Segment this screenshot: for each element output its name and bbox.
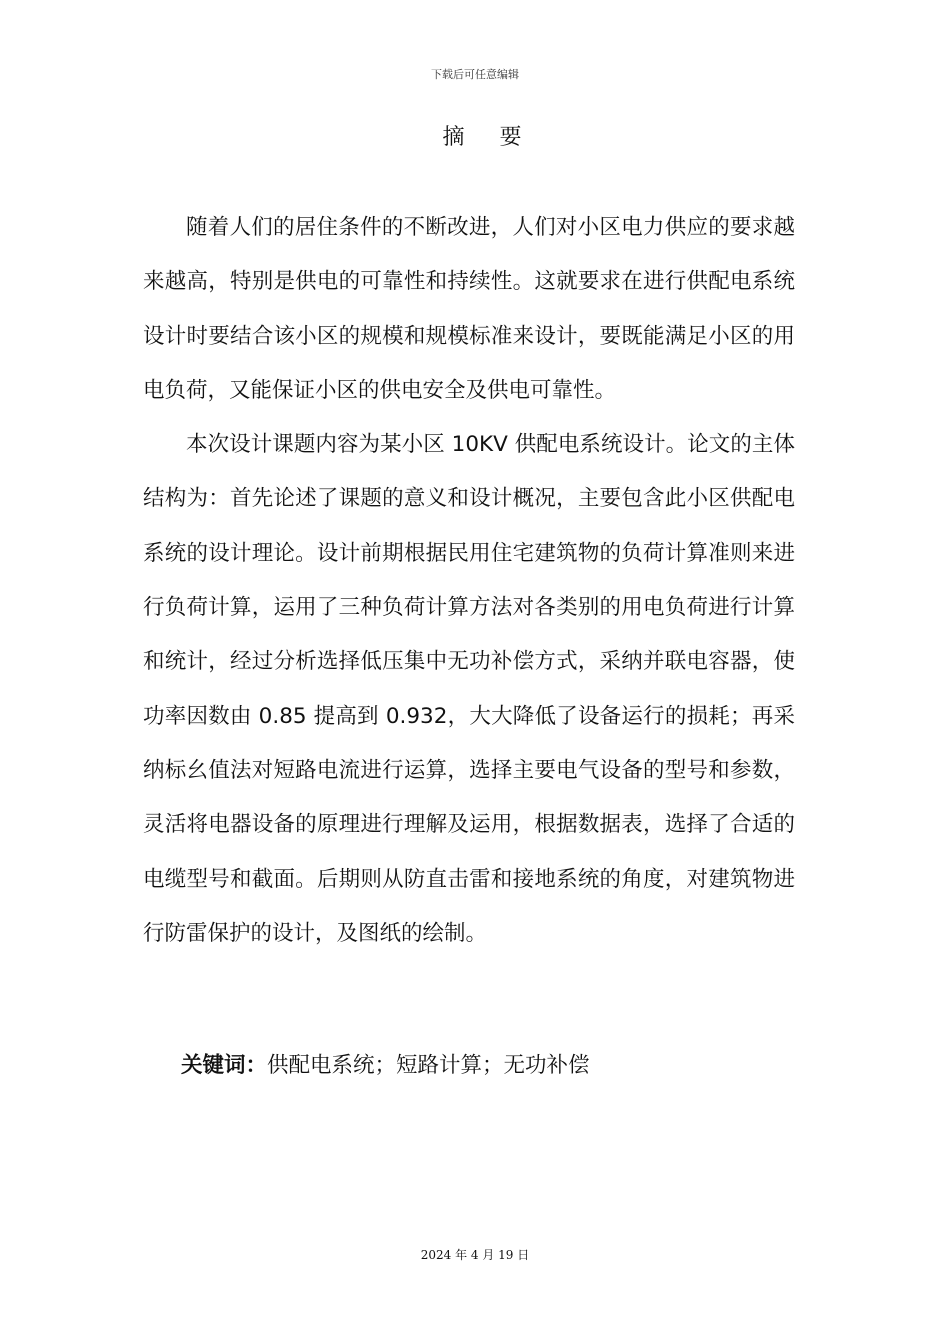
page-title: 摘 要 bbox=[442, 125, 536, 150]
keywords-label: 关键词： bbox=[181, 1053, 268, 1078]
keywords-list: 供配电系统；短路计算；无功补偿 bbox=[267, 1053, 590, 1078]
abstract-paragraph-2: 本次设计课题内容为某小区 10KV 供配电系统设计。论文的主体结构为：首先论述了课题的意义和设计概况，主要包含此小区供配电系统的设计理论。设计前期根据民用住宅建筑物的负荷计算准则来进行负荷计算，运用了三种负荷计算方法对各类别的用电负荷进行计算和统计，经过分析选择低压集中无功补偿方式，采纳并联电容器，使功率因数由 0.85 提高到 0.932，大大降低了设备运行的损耗；再采纳标幺值法对短路电流进行运算，选择主要电气设备的型号和参数，灵活将电器设备的原理进行理解及运用，根据数据表，选择了合适的电缆型号和截面。后期则从防直击雷和接地系统的角度，对建筑物进行防雷保护的设计，及图纸的绘制。 bbox=[143, 432, 795, 946]
keywords-line bbox=[181, 1046, 801, 1086]
page-header-note: 下载后可任意编辑 bbox=[431, 68, 519, 81]
abstract-body bbox=[143, 201, 795, 961]
abstract-paragraph-1: 随着人们的居住条件的不断改进，人们对小区电力供应的要求越来越高，特别是供电的可靠性和持续性。这就要求在进行供配电系统设计时要结合该小区的规模和规模标准来设计，要既能满足小区的用电负荷，又能保证小区的供电安全及供电可靠性。 bbox=[143, 215, 795, 403]
page-footer-date: 2024 年 4 月 19 日 bbox=[420, 1248, 530, 1262]
